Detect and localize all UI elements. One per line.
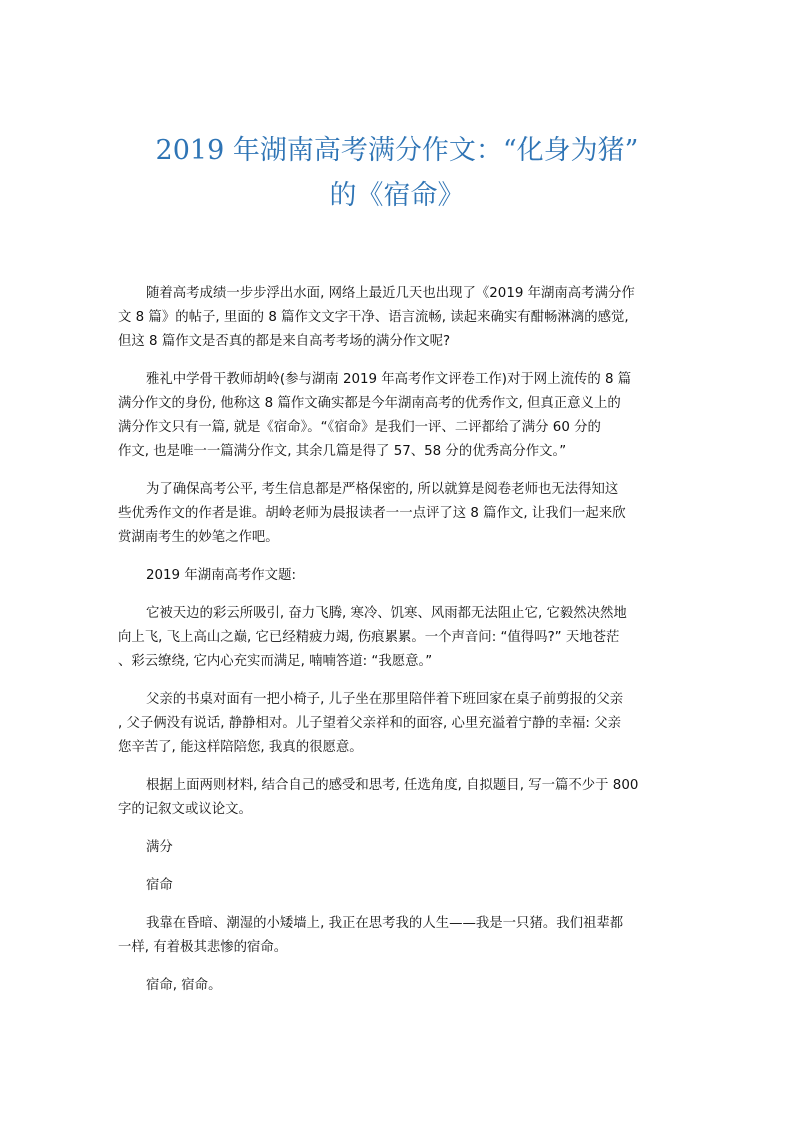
paragraph-essay-title — [118, 874, 678, 898]
text-line: 2019 年湖南高考作文题: — [146, 568, 296, 583]
text-line: 文 8 篇》的帖子, 里面的 8 篇作文文字干净、语言流畅, 读起来确实有酣畅淋漓的感觉, — [118, 310, 629, 325]
paragraph-essay-refrain — [118, 974, 678, 998]
text-line: 一样, 有着极其悲惨的宿命。 — [118, 940, 288, 955]
title-line-1: 2019 年湖南高考满分作文：“化身为猪” — [155, 135, 639, 166]
text-line: 满分作文的身份, 他称这 8 篇作文确实都是今年湖南高考的优秀作文, 但真正意义上的 — [118, 396, 621, 411]
text-line: 些优秀作文的作者是谁。胡岭老师为晨报读者一一点评了这 8 篇作文, 让我们一起来欣 — [118, 506, 626, 521]
paragraph-exam-heading — [118, 564, 678, 588]
document-body — [118, 282, 678, 1012]
document-title — [100, 128, 694, 218]
text-line: 宿命, 宿命。 — [146, 978, 222, 993]
text-line: 满分作文只有一篇, 就是《宿命》。“《宿命》是我们一评、二评都给了满分 60 分的 — [118, 420, 601, 435]
text-line: 它被天边的彩云所吸引, 奋力飞腾, 寒冷、饥寒、风雨都无法阻止它, 它毅然决然地 — [146, 606, 627, 621]
text-line: 作文, 也是唯一一篇满分作文, 其余几篇是得了 57、58 分的优秀高分作文。” — [118, 444, 567, 459]
text-line: 、彩云缭绕, 它内心充实而满足, 喃喃答道: “我愿意。” — [118, 654, 433, 669]
text-line: 您辛苦了, 能这样陪陪您, 我真的很愿意。 — [118, 740, 363, 755]
paragraph-intro — [118, 282, 678, 354]
paragraph-teacher-comment — [118, 368, 678, 464]
paragraph-material-1 — [118, 602, 678, 674]
text-line: 满分 — [146, 840, 173, 855]
paragraph-instructions — [118, 774, 678, 822]
text-line: 为了确保高考公平, 考生信息都是严格保密的, 所以就算是阅卷老师也无法得知这 — [146, 482, 619, 497]
paragraph-full-score-label — [118, 836, 678, 860]
text-line: , 父子俩没有说话, 静静相对。儿子望着父亲祥和的面容, 心里充溢着宁静的幸福: 父亲 — [118, 716, 621, 731]
text-line: 字的记叙文或议论文。 — [118, 802, 252, 817]
paragraph-material-2 — [118, 688, 678, 760]
text-line: 我靠在昏暗、潮湿的小矮墙上, 我正在思考我的人生——我是一只猪。我们祖辈都 — [146, 916, 624, 931]
text-line: 向上飞, 飞上高山之巅, 它已经精疲力竭, 伤痕累累。一个声音问: “值得吗?” 天地苍茫 — [118, 630, 620, 645]
text-line: 雅礼中学骨干教师胡岭(参与湖南 2019 年高考作文评卷工作)对于网上流传的 8 篇 — [146, 372, 632, 387]
title-line-2: 的《宿命》 — [329, 180, 465, 211]
text-line: 根据上面两则材料, 结合自己的感受和思考, 任选角度, 自拟题目, 写一篇不少于 800 — [146, 778, 639, 793]
paragraph-essay-opening — [118, 912, 678, 960]
text-line: 但这 8 篇作文是否真的都是来自高考考场的满分作文呢? — [118, 334, 451, 349]
text-line: 父亲的书桌对面有一把小椅子, 儿子坐在那里陪伴着下班回家在桌子前剪报的父亲 — [146, 692, 624, 707]
text-line: 赏湖南考生的妙笔之作吧。 — [118, 530, 279, 545]
paragraph-fairness — [118, 478, 678, 550]
text-line: 随着高考成绩一步步浮出水面, 网络上最近几天也出现了《2019 年湖南高考满分作 — [146, 286, 635, 301]
text-line: 宿命 — [146, 878, 173, 893]
